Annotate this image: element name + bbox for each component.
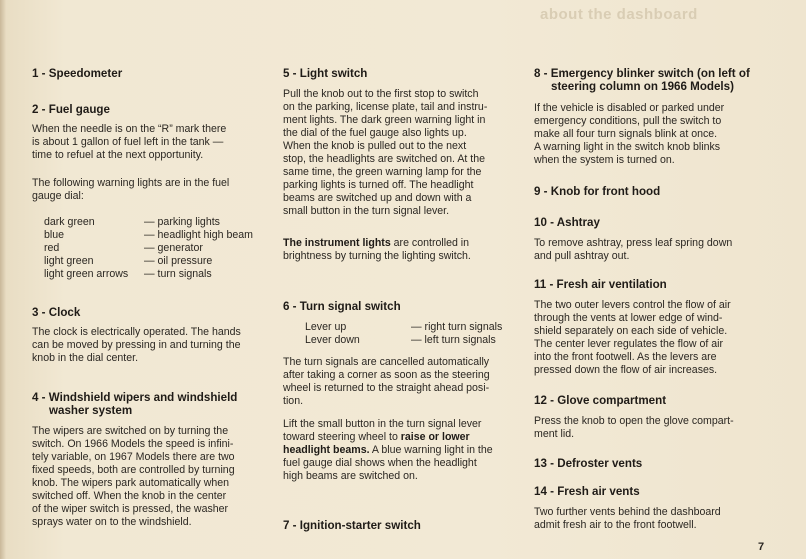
table-row: light green arrows — turn signals <box>44 268 212 280</box>
fresh-air-vents-paragraph: Two further vents behind the dashboard admit fresh air to the front footwell. <box>534 506 721 531</box>
heading-speedometer: 1 - Speedometer <box>32 67 123 80</box>
glove-compartment-paragraph: Press the knob to open the glove compart- ment lid. <box>534 415 734 440</box>
light-switch-paragraph: Pull the knob out to the first stop to switch on the parking, license plate, tail and instru- ment lights. The dark green warning light in the dial of the fuel gauge also lights up. When the knob is pulled out to the next stop, the headlights are switched on. At the same time, the green warning lamp for the parking lights is turned off. The headlight beams are switched up and down with a small button in the turn signal lever. <box>283 88 488 217</box>
instrument-lights-note: The instrument lights are controlled in brightness by turning the lighting switch. <box>283 237 471 262</box>
heading-fresh-air-vents: 14 - Fresh air vents <box>534 485 640 498</box>
table-row: light green — oil pressure <box>44 255 213 267</box>
heading-wipers: 4 - Windshield wipers and windshield washer system <box>32 391 238 417</box>
heading-light-switch: 5 - Light switch <box>283 67 368 80</box>
table-row: Lever up — right turn signals <box>305 321 503 333</box>
emergency-blinker-paragraph: If the vehicle is disabled or parked under emergency conditions, pull the switch to make all four turn signals blink at once. A warning light in the switch knob blinks when the system is turned on. <box>534 102 725 166</box>
turn-signal-paragraph-2: Lift the small button in the turn signal lever toward steering wheel to raise or lower headlight beams. A blue warning light in the fuel gauge dial shows when the headlight high beams are switched on. <box>283 418 493 482</box>
page-fold-shadow <box>0 0 6 559</box>
heading-fresh-air-ventilation: 11 - Fresh air ventilation <box>534 278 667 291</box>
table-row: blue — headlight high beam <box>44 229 253 241</box>
fuel-gauge-paragraph-2: The following warning lights are in the fuel gauge dial: <box>32 177 230 202</box>
heading-glove-compartment: 12 - Glove compartment <box>534 394 667 407</box>
bleed-through-header: about the dashboard <box>540 6 698 23</box>
heading-turn-signal: 6 - Turn signal switch <box>283 300 401 313</box>
heading-ignition: 7 - Ignition-starter switch <box>283 519 421 532</box>
heading-defroster-vents: 13 - Defroster vents <box>534 457 643 470</box>
clock-paragraph: The clock is electrically operated. The hands can be moved by pressing in and turning the knob in the dial center. <box>32 326 241 364</box>
heading-clock: 3 - Clock <box>32 306 81 319</box>
heading-front-hood: 9 - Knob for front hood <box>534 185 661 198</box>
table-row: Lever down — left turn signals <box>305 334 496 346</box>
heading-emergency-blinker: 8 - Emergency blinker switch (on left of steering column on 1966 Models) <box>534 67 750 93</box>
page-number: 7 <box>758 541 765 553</box>
heading-ashtray: 10 - Ashtray <box>534 216 600 229</box>
fuel-gauge-paragraph-1: When the needle is on the “R” mark there is about 1 gallon of fuel left in the tank — time to refuel at the next opportunity. <box>32 123 227 161</box>
ashtray-paragraph: To remove ashtray, press leaf spring down and pull ashtray out. <box>534 237 733 262</box>
turn-signal-paragraph-1: The turn signals are cancelled automatically after taking a corner as soon as the steering wheel is returned to the straight ahead posi- tion. <box>283 356 490 407</box>
wipers-paragraph: The wipers are switched on by turning the switch. On 1966 Models the speed is infini- tely variable, on 1967 Models there are two fixed speeds, both are controlled by turning knob. The wipers park automatically when switched off. When the knob in the center of the wiper switch is pressed, the washer sprays water on to the windshield. <box>32 425 235 528</box>
turn-signal-table <box>305 321 517 347</box>
fresh-air-ventilation-paragraph: The two outer levers control the flow of air through the vents at lower edge of wind- shield separately on each side of vehicle. The center lever regulates the flow of air into the front footwell. As the levers are pressed down the flow of air increases. <box>534 299 731 376</box>
table-row: dark green — parking lights <box>44 216 220 228</box>
warning-lights-table <box>44 216 266 281</box>
heading-fuel-gauge: 2 - Fuel gauge <box>32 103 110 116</box>
table-row: red — generator <box>44 242 203 254</box>
